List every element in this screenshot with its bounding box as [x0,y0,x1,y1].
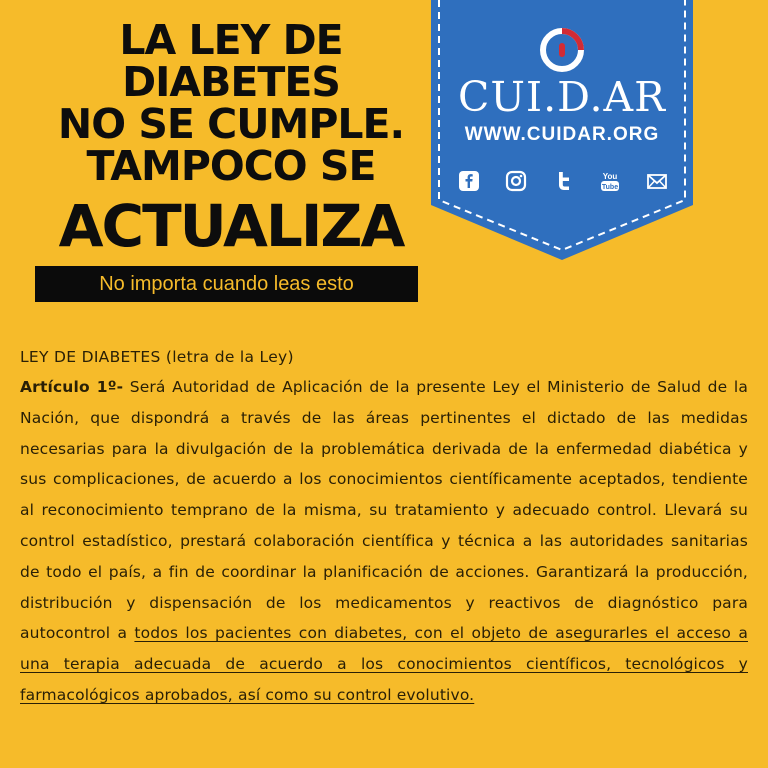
twitter-icon[interactable] [552,170,574,192]
facebook-icon[interactable] [458,170,480,192]
logo-icon [538,26,586,74]
headline-line-1: LA LEY DE [119,16,343,64]
social-icons [458,170,668,192]
brand-url[interactable]: WWW.CUIDAR.ORG [464,124,660,145]
article-text: Será Autoridad de Aplicación de la presente Ley el Ministerio de Salud de la Nación, que dispondrá a través de las áreas pertinentes el dictado de las medidas necesarias para la divulgación de la problemática derivada de la enfermedad diabética y sus complicaciones, de acuerdo a los conocimientos científicamente aceptados, tendiente al reconocimiento temprano de la misma, su tratamiento y adecuado control. Llevará su control estadístico, prestará colaboración científica y técnica a las autoridades sanitarias de todo el país, a fin de coordinar la planificación de acciones. Garantizará la producción, distribución y dispensación de los medicamentos y reactivos de diagnóstico para autocontrol a [20,378,748,643]
youtube-icon[interactable] [599,170,621,192]
article-paragraph [20,372,748,711]
headline-line-4: TAMPOCO SE [86,142,376,190]
brand-name: CUI.D.AR [457,73,667,121]
headline-line-5: ACTUALIZA [58,192,404,260]
headline-line-3: NO SE CUMPLE. [57,100,405,148]
svg-text:You: You [602,172,618,181]
instagram-icon[interactable] [505,170,527,192]
subtitle-bar: No importa cuando leas esto [35,266,418,302]
article-label: Artículo 1º- [20,378,124,396]
headline-line-2: DIABETES [122,58,340,106]
svg-text:Tube: Tube [601,184,619,191]
article-underlined-text: todos los pacientes con diabetes, con el objeto de asegurarles el acceso a una terapia adecuada de acuerdo a los conocimientos científicos, tecnológicos y farmacológicos aprobados, así como su control evolutivo. [20,624,748,704]
mail-icon[interactable] [646,170,668,192]
article-title: LEY DE DIABETES (letra de la Ley) [20,348,294,366]
article-body [20,342,748,711]
